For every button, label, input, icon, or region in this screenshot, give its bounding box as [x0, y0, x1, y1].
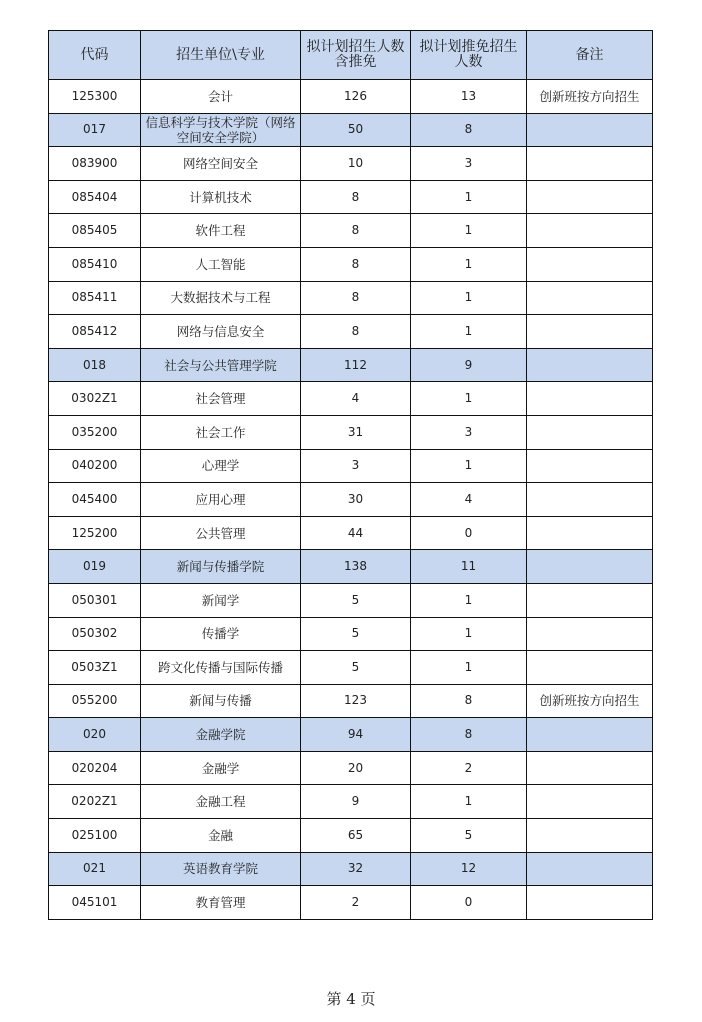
table-row-unit [49, 348, 653, 382]
cell-remarks [527, 449, 653, 483]
cell-planned-exempt: 1 [411, 281, 527, 315]
cell-planned-total: 4 [301, 382, 411, 416]
cell-planned-total: 8 [301, 315, 411, 349]
table-row [49, 281, 653, 315]
cell-planned-total: 5 [301, 651, 411, 685]
cell-unit-major: 应用心理 [141, 483, 301, 517]
cell-remarks [527, 382, 653, 416]
page-number: 第 4 页 [326, 990, 376, 1008]
cell-code: 0503Z1 [49, 651, 141, 685]
cell-planned-total: 138 [301, 550, 411, 584]
cell-unit-major: 新闻与传播学院 [141, 550, 301, 584]
cell-remarks [527, 718, 653, 752]
table-row-unit [49, 852, 653, 886]
cell-unit-major: 社会与公共管理学院 [141, 348, 301, 382]
cell-code: 085411 [49, 281, 141, 315]
cell-unit-major: 网络与信息安全 [141, 315, 301, 349]
table-row [49, 886, 653, 920]
cell-unit-major: 信息科学与技术学院（网络空间安全学院） [141, 113, 301, 147]
cell-planned-exempt: 0 [411, 516, 527, 550]
cell-unit-major: 会计 [141, 80, 301, 114]
table-row [49, 651, 653, 685]
table-row [49, 180, 653, 214]
cell-code: 055200 [49, 684, 141, 718]
cell-planned-exempt: 0 [411, 886, 527, 920]
cell-code: 050301 [49, 583, 141, 617]
cell-remarks [527, 651, 653, 685]
cell-unit-major: 新闻与传播 [141, 684, 301, 718]
cell-remarks: 创新班按方向招生 [527, 684, 653, 718]
cell-unit-major: 金融学院 [141, 718, 301, 752]
table-row [49, 214, 653, 248]
cell-planned-exempt: 1 [411, 785, 527, 819]
cell-planned-exempt: 1 [411, 583, 527, 617]
cell-planned-total: 65 [301, 819, 411, 853]
cell-unit-major: 心理学 [141, 449, 301, 483]
cell-unit-major: 网络空间安全 [141, 147, 301, 181]
cell-remarks [527, 281, 653, 315]
cell-planned-exempt: 4 [411, 483, 527, 517]
cell-remarks [527, 415, 653, 449]
cell-code: 125300 [49, 80, 141, 114]
cell-code: 025100 [49, 819, 141, 853]
cell-planned-total: 5 [301, 583, 411, 617]
cell-planned-exempt: 1 [411, 449, 527, 483]
table-header-row [49, 31, 653, 80]
cell-planned-exempt: 1 [411, 247, 527, 281]
cell-planned-exempt: 8 [411, 718, 527, 752]
table-row [49, 583, 653, 617]
cell-unit-major: 计算机技术 [141, 180, 301, 214]
cell-remarks [527, 886, 653, 920]
table-row [49, 449, 653, 483]
cell-planned-exempt: 1 [411, 214, 527, 248]
table-row [49, 80, 653, 114]
table-row [49, 819, 653, 853]
cell-planned-total: 44 [301, 516, 411, 550]
table-row [49, 684, 653, 718]
cell-planned-total: 3 [301, 449, 411, 483]
enrollment-plan-table [48, 30, 653, 920]
cell-remarks [527, 583, 653, 617]
cell-planned-exempt: 1 [411, 617, 527, 651]
cell-planned-total: 5 [301, 617, 411, 651]
cell-planned-total: 94 [301, 718, 411, 752]
cell-code: 085405 [49, 214, 141, 248]
cell-planned-total: 2 [301, 886, 411, 920]
cell-remarks [527, 315, 653, 349]
table-row [49, 382, 653, 416]
table-row [49, 617, 653, 651]
cell-unit-major: 大数据技术与工程 [141, 281, 301, 315]
cell-unit-major: 新闻学 [141, 583, 301, 617]
cell-planned-total: 8 [301, 180, 411, 214]
cell-planned-exempt: 3 [411, 415, 527, 449]
cell-code: 0302Z1 [49, 382, 141, 416]
header-planned-exempt: 拟计划推免招生人数 [411, 31, 527, 80]
cell-remarks [527, 550, 653, 584]
cell-remarks [527, 348, 653, 382]
cell-planned-total: 9 [301, 785, 411, 819]
cell-remarks [527, 247, 653, 281]
cell-unit-major: 传播学 [141, 617, 301, 651]
cell-remarks [527, 483, 653, 517]
cell-planned-total: 126 [301, 80, 411, 114]
cell-planned-total: 30 [301, 483, 411, 517]
cell-unit-major: 软件工程 [141, 214, 301, 248]
cell-remarks [527, 147, 653, 181]
cell-planned-exempt: 1 [411, 382, 527, 416]
cell-remarks [527, 113, 653, 147]
cell-unit-major: 人工智能 [141, 247, 301, 281]
cell-code: 125200 [49, 516, 141, 550]
cell-planned-exempt: 1 [411, 651, 527, 685]
cell-remarks [527, 617, 653, 651]
cell-planned-total: 31 [301, 415, 411, 449]
cell-unit-major: 教育管理 [141, 886, 301, 920]
cell-planned-exempt: 1 [411, 315, 527, 349]
cell-unit-major: 社会工作 [141, 415, 301, 449]
cell-code: 045400 [49, 483, 141, 517]
cell-planned-exempt: 8 [411, 113, 527, 147]
cell-code: 085404 [49, 180, 141, 214]
cell-unit-major: 跨文化传播与国际传播 [141, 651, 301, 685]
header-unit-major: 招生单位\专业 [141, 31, 301, 80]
cell-code: 017 [49, 113, 141, 147]
cell-planned-exempt: 3 [411, 147, 527, 181]
cell-unit-major: 公共管理 [141, 516, 301, 550]
cell-planned-total: 50 [301, 113, 411, 147]
table-row-unit [49, 550, 653, 584]
cell-planned-exempt: 5 [411, 819, 527, 853]
cell-planned-exempt: 11 [411, 550, 527, 584]
cell-planned-exempt: 13 [411, 80, 527, 114]
header-planned-total: 拟计划招生人数含推免 [301, 31, 411, 80]
cell-unit-major: 金融工程 [141, 785, 301, 819]
cell-remarks [527, 819, 653, 853]
cell-planned-total: 20 [301, 751, 411, 785]
cell-planned-exempt: 2 [411, 751, 527, 785]
cell-unit-major: 社会管理 [141, 382, 301, 416]
cell-planned-exempt: 12 [411, 852, 527, 886]
cell-planned-exempt: 1 [411, 180, 527, 214]
cell-code: 035200 [49, 415, 141, 449]
table-row-unit [49, 113, 653, 147]
cell-planned-exempt: 8 [411, 684, 527, 718]
cell-code: 021 [49, 852, 141, 886]
cell-planned-total: 123 [301, 684, 411, 718]
table-row [49, 147, 653, 181]
header-remarks: 备注 [527, 31, 653, 80]
cell-code: 018 [49, 348, 141, 382]
cell-code: 083900 [49, 147, 141, 181]
cell-remarks [527, 785, 653, 819]
cell-code: 0202Z1 [49, 785, 141, 819]
cell-planned-total: 8 [301, 214, 411, 248]
cell-planned-total: 32 [301, 852, 411, 886]
table-row-unit [49, 718, 653, 752]
table-row [49, 751, 653, 785]
table-row [49, 247, 653, 281]
cell-code: 085410 [49, 247, 141, 281]
cell-planned-exempt: 9 [411, 348, 527, 382]
table-body [49, 80, 653, 920]
table-row [49, 483, 653, 517]
header-code: 代码 [49, 31, 141, 80]
table-row [49, 415, 653, 449]
cell-planned-total: 112 [301, 348, 411, 382]
cell-remarks [527, 751, 653, 785]
table-row [49, 516, 653, 550]
cell-unit-major: 金融 [141, 819, 301, 853]
cell-code: 040200 [49, 449, 141, 483]
cell-code: 020 [49, 718, 141, 752]
cell-code: 045101 [49, 886, 141, 920]
cell-planned-total: 8 [301, 281, 411, 315]
cell-planned-total: 8 [301, 247, 411, 281]
cell-code: 019 [49, 550, 141, 584]
cell-remarks [527, 214, 653, 248]
cell-code: 020204 [49, 751, 141, 785]
cell-remarks [527, 180, 653, 214]
cell-code: 085412 [49, 315, 141, 349]
cell-remarks [527, 516, 653, 550]
cell-code: 050302 [49, 617, 141, 651]
cell-remarks: 创新班按方向招生 [527, 80, 653, 114]
cell-unit-major: 金融学 [141, 751, 301, 785]
table-row [49, 315, 653, 349]
cell-planned-total: 10 [301, 147, 411, 181]
cell-unit-major: 英语教育学院 [141, 852, 301, 886]
table-row [49, 785, 653, 819]
cell-remarks [527, 852, 653, 886]
